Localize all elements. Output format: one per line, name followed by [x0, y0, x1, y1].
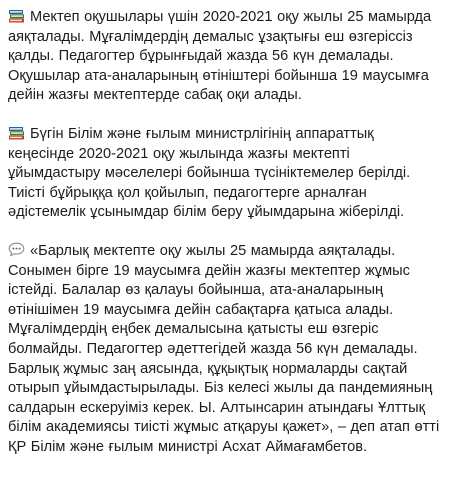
paragraph-text: Бүгін Білім және ғылым министрлігінің аппараттық кеңесінде 2020-2021 оқу жылында жазғы мектепті ұйымдастыру мәселелері бойынша түсініктемелер берілді. Тиісті бұйрыққа қол қойылып, педагогтерге арналған әдістемелік ұсынымдар білім беру ұйымдарына жіберілді. — [8, 125, 411, 221]
post-body — [8, 8, 444, 457]
paragraph — [8, 242, 444, 458]
paragraph-text: Мектеп оқушылары үшін 2020-2021 оқу жылы 25 мамырда аяқталады. Мұғалімдердің демалыс ұзақтығы еш өзгеріссіз қалды. Педагогтер бұрынғыдай жазда 56 күн демалады. Оқушылар ата-аналарының өтініштері бойынша 19 маусымға дейін жазғы мектептерде сабақ оқи алады. — [8, 9, 432, 104]
paragraph — [8, 8, 444, 106]
books-icon — [8, 126, 25, 140]
paragraph — [8, 125, 444, 223]
speech-bubble-icon — [8, 242, 25, 257]
paragraph-text: «Барлық мектепте оқу жылы 25 мамырда аяқталады. Сонымен бірге 19 маусымға дейін жазғы мектептер жұмыс істейді. Балалар өз қалауы бойынша, ата-аналарының өтінішімен 19 маусымға дейін сабақтарға қатыса алады. Мұғалімдердің еңбек демалысына қатысты еш өзгеріс болмайды. Педагогтер әдеттегідей жазда 56 күн демалады. Барлық жұмыс заң аясында, құқықтық нормаларды сақтай отырып ұйымдастырылады. Біз келесі жылы да пандемияның салдарын ескеруіміз керек. Ы. Алтынсарин атындағы Ұлттық білім академиясы тиісті жұмыс атқаруы қажет», – деп атап өтті ҚР Білім және ғылым министрі Асхат Аймағамбетов. — [8, 242, 440, 455]
books-icon — [8, 9, 25, 23]
